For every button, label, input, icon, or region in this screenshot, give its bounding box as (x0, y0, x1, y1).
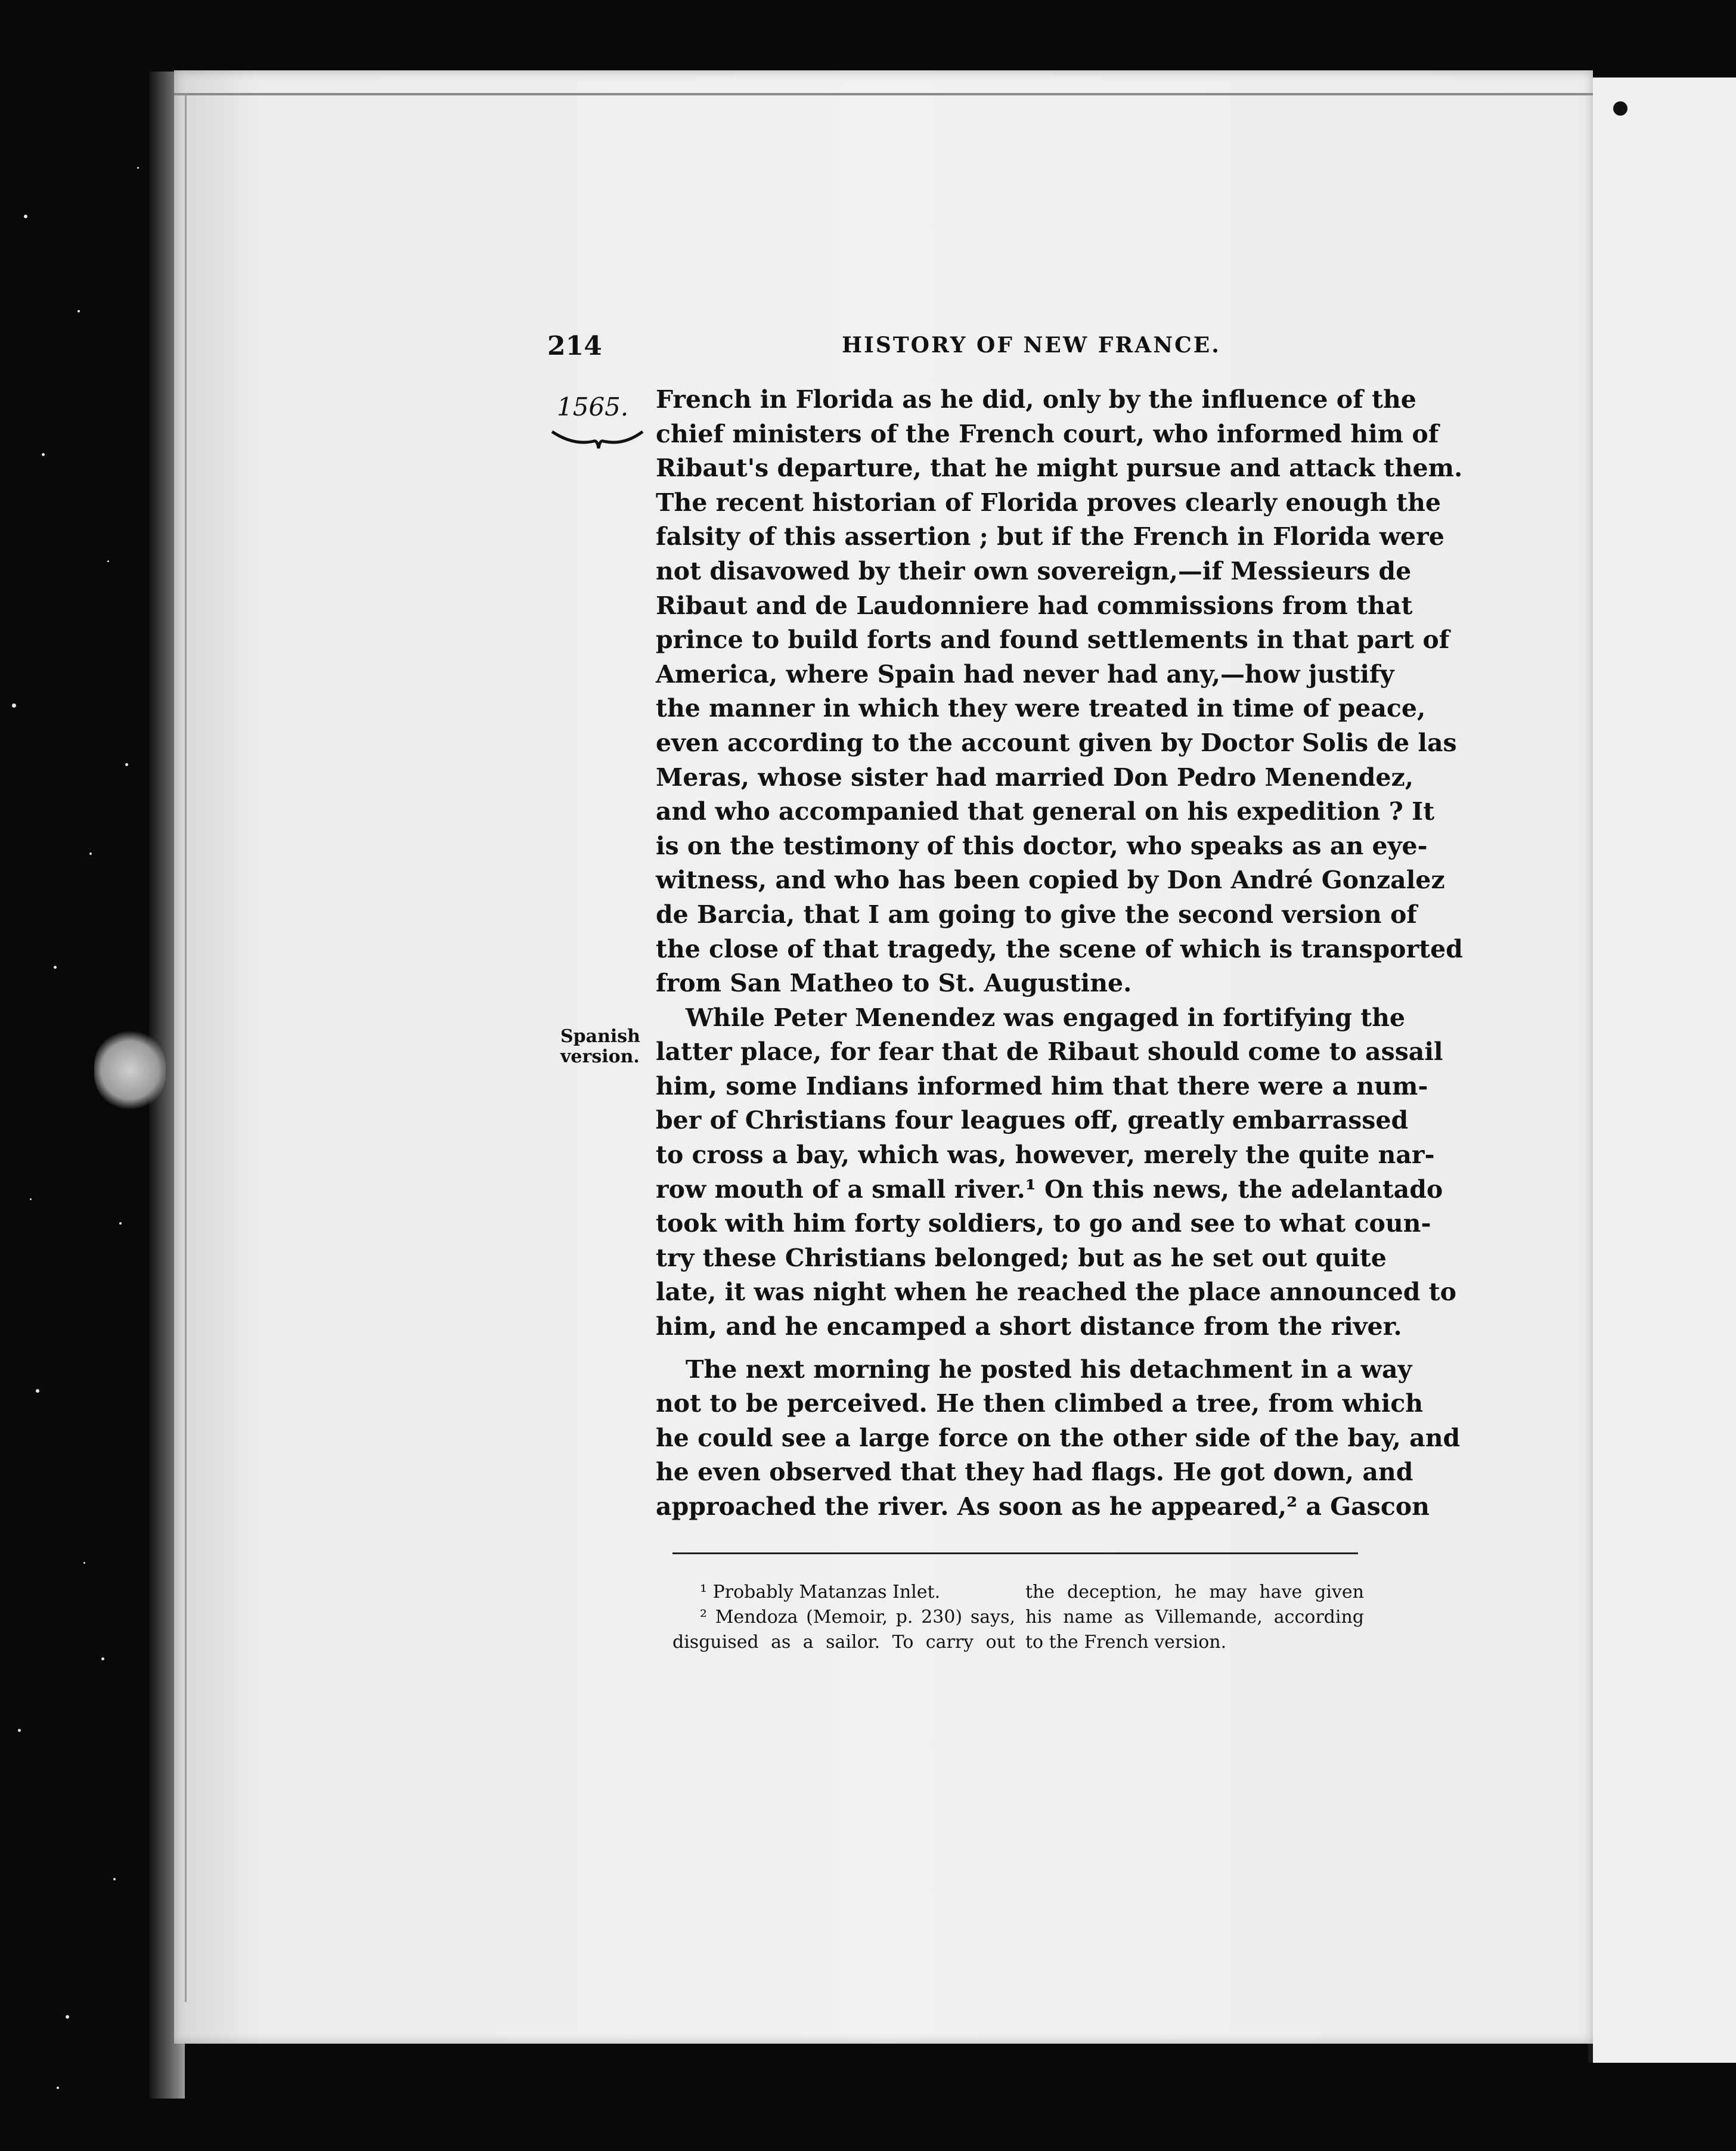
scan-speck (113, 1878, 116, 1880)
text-line: him, and he encamped a short distance from the river. (656, 1312, 1402, 1341)
text-line: he could see a large force on the other side of the bay, and (656, 1423, 1461, 1452)
scan-speck (101, 1657, 104, 1660)
text-line: not to be perceived. He then climbed a tree, from which (656, 1389, 1424, 1418)
scan-speck (54, 966, 57, 969)
text-line: Meras, whose sister had married Don Pedro Menendez, (656, 763, 1414, 792)
footnote-column-right (1025, 1580, 1364, 1655)
footnote-line: to the French version. (1025, 1632, 1227, 1653)
text-line: The recent historian of Florida proves clearly enough the (656, 488, 1441, 517)
side-note (560, 1027, 638, 1067)
running-head-title: HISTORY OF NEW FRANCE. (842, 333, 1221, 358)
scan-speck (18, 1729, 21, 1732)
text-line: chief ministers of the French court, who informed him of (656, 419, 1439, 448)
text-line: took with him forty soldiers, to go and see to what coun- (656, 1209, 1431, 1238)
paragraph-gap (656, 1344, 1353, 1353)
scan-speck (119, 1222, 122, 1225)
text-line: row mouth of a small river.¹ On this news, the adelantado (656, 1174, 1443, 1204)
spine-blotch (94, 1031, 166, 1109)
text-line: witness, and who has been copied by Don André Gonzalez (656, 866, 1445, 895)
text-line: the manner in which they were treated in time of peace, (656, 694, 1426, 723)
side-note-line: Spanish (560, 1026, 640, 1047)
text-line: Ribaut and de Laudonniere had commissions from that (656, 591, 1413, 620)
scan-speck (42, 453, 45, 456)
text-line: The next morning he posted his detachment in a way (686, 1355, 1412, 1384)
margin-brace (550, 428, 645, 452)
scan-speck (36, 1389, 39, 1393)
page-left-edge (185, 94, 187, 2002)
footnote-line: ² Mendoza (Memoir, p. 230) says, (700, 1607, 1015, 1628)
scan-speck (83, 1562, 85, 1564)
text-line: de Barcia, that I am going to give the second version of (656, 900, 1417, 929)
text-line: him, some Indians informed him that there were a num- (656, 1071, 1428, 1101)
scan-speck (12, 703, 16, 708)
text-line: to cross a bay, which was, however, merely the quite nar- (656, 1140, 1435, 1170)
scan-speck (107, 560, 109, 562)
text-line: prince to build forts and found settlements in that part of (656, 625, 1450, 655)
text-line: the close of that tragedy, the scene of which is transported (656, 934, 1463, 963)
text-line: While Peter Menendez was engaged in fortifying the (686, 1003, 1405, 1032)
footnote-line: ¹ Probably Matanzas Inlet. (700, 1582, 941, 1603)
text-line: from San Matheo to St. Augustine. (656, 969, 1132, 998)
scan-speck (66, 2015, 69, 2019)
scan-speck (30, 1198, 32, 1200)
text-line: not disavowed by their own sovereign,—if Messieurs de (656, 556, 1412, 585)
page-number: 214 (547, 331, 602, 361)
side-note-line: version. (560, 1046, 640, 1067)
text-line: ber of Christians four leagues off, greatly embarrassed (656, 1106, 1409, 1135)
text-line: latter place, for fear that de Ribaut should come to assail (656, 1037, 1443, 1067)
facing-page-mark (1613, 101, 1628, 116)
scan-speck (24, 215, 27, 218)
text-line: America, where Spain had never had any,—how justify (656, 659, 1394, 689)
text-line: falsity of this assertion ; but if the French in Florida were (656, 522, 1444, 551)
footnote-line: the deception, he may have given (1025, 1582, 1364, 1603)
text-line: approached the river. As soon as he appeared,² a Gascon (656, 1492, 1430, 1521)
footnote-line: his name as Villemande, according (1025, 1607, 1364, 1628)
text-line: try these Christians belonged; but as he set out quite (656, 1243, 1387, 1272)
text-line: and who accompanied that general on his expedition ? It (656, 797, 1435, 826)
margin-year: 1565. (557, 392, 629, 421)
text-line: he even observed that they had flags. He got down, and (656, 1458, 1413, 1487)
text-line: even according to the account given by Doctor Solis de las (656, 728, 1457, 757)
scan-speck (78, 310, 80, 312)
scan-speck (89, 853, 92, 855)
footnote-line: disguised as a sailor. To carry out (672, 1632, 1015, 1653)
scan-speck (57, 2087, 59, 2089)
text-line: French in Florida as he did, only by the influence of the (656, 385, 1416, 414)
scan-speck (125, 763, 128, 766)
body-text (656, 383, 1463, 1524)
footnote-rule (672, 1552, 1358, 1554)
scan-speck (137, 167, 139, 169)
text-line: late, it was night when he reached the place announced to (656, 1278, 1456, 1307)
facing-page (1593, 78, 1736, 2063)
text-line: is on the testimony of this doctor, who speaks as an eye- (656, 831, 1428, 860)
footnote-column-left (672, 1580, 1015, 1655)
text-line: Ribaut's departure, that he might pursue and attack them. (656, 454, 1463, 483)
page-top-edge (174, 93, 1593, 95)
